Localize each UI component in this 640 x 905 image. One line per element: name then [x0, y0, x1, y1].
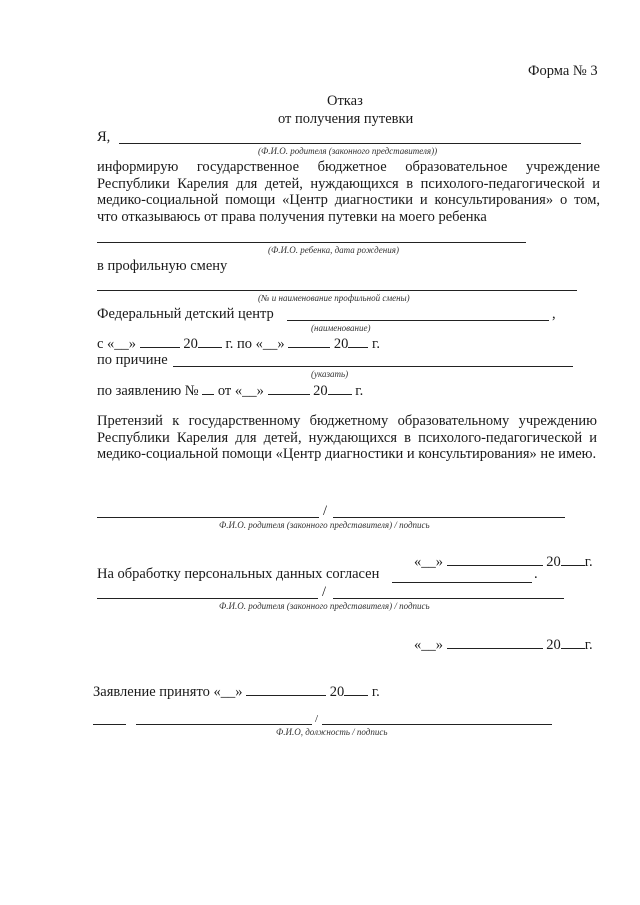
date-2-year-blank[interactable] [561, 636, 585, 649]
accepted-month-blank[interactable] [246, 683, 326, 696]
date-1-year-blank[interactable] [561, 553, 585, 566]
reason-line[interactable] [173, 366, 573, 367]
accepted-quote: «__» [213, 684, 243, 700]
caption-official: Ф.И.О, должность / подпись [276, 727, 388, 737]
title-line-2: от получения путевки [278, 111, 414, 127]
slash-3: / [315, 713, 319, 725]
statement-year-blank[interactable] [328, 382, 352, 395]
statement-prefix: по заявлению № [97, 383, 199, 399]
period-end: г. [372, 336, 380, 352]
consent-signature-line[interactable] [333, 598, 564, 599]
parent-name-line[interactable] [119, 143, 581, 144]
statement-month-blank[interactable] [268, 382, 310, 395]
date-2-month-blank[interactable] [447, 636, 543, 649]
date-1-month-blank[interactable] [447, 553, 543, 566]
caption-child: (Ф.И.О. ребенка, дата рождения) [268, 245, 399, 255]
accepted-end: г. [371, 684, 380, 700]
statement-line [97, 382, 363, 400]
form-number: Форма № 3 [528, 63, 598, 79]
statement-from: от «__» [217, 383, 264, 399]
date-2-quote: «__» [414, 637, 443, 653]
accepted-line [93, 683, 380, 701]
accepted-label: Заявление принято [93, 684, 210, 700]
accepted-year: 20 [329, 684, 345, 700]
period-year2-blank[interactable] [348, 335, 368, 348]
caption-name: (наименование) [311, 323, 371, 333]
informing-paragraph: информирую государственное бюджетное образовательное учреждение Республики Карелия для детей, нуждающихся в психолого-педагогической и медико-социальной помощи «Центр диагностики и консультирования» о том, что отказываюсь от права получения путевки на моего ребенка [97, 159, 600, 225]
child-name-line[interactable] [97, 242, 526, 243]
reason-label: по причине [97, 352, 168, 368]
date-1-year: 20 [546, 554, 561, 570]
shift-line[interactable] [97, 290, 577, 291]
period-to-blank[interactable] [288, 335, 330, 348]
consent-dot: . [534, 566, 538, 582]
date-2 [414, 636, 593, 654]
caption-parent-sign-2: Ф.И.О. родителя (законного представителя) / подпись [219, 601, 430, 611]
period-year2: 20 [333, 336, 349, 352]
date-2-year: 20 [546, 637, 561, 653]
date-1-quote: «__» [414, 554, 443, 570]
accepted-year-blank[interactable] [344, 683, 368, 696]
no-claims-paragraph: Претензий к государственному бюджетному образовательному учреждению Республики Карелия для детей, нуждающихся в психолого-педагогической и медико-социальной помощи «Центр диагностики и консультирования» не имею. [97, 413, 597, 462]
profile-shift-label: в профильную смену [97, 258, 228, 274]
date-2-end: г. [584, 637, 593, 653]
parent-signature-line[interactable] [333, 517, 565, 518]
ya-label: Я, [97, 129, 111, 145]
slash-2: / [322, 584, 327, 600]
period-year1-blank[interactable] [198, 335, 222, 348]
period-to: г. по «__» [225, 336, 285, 352]
statement-year: 20 [313, 383, 328, 399]
official-name-line[interactable] [136, 724, 312, 725]
center-name-line[interactable] [287, 320, 549, 321]
federal-center-label: Федеральный детский центр [97, 306, 274, 322]
caption-shift: (№ и наименование профильной смены) [258, 293, 410, 303]
consent-label: На обработку персональных данных согласен [97, 566, 380, 582]
period-from: с «__» [97, 336, 137, 352]
title-line-1: Отказ [327, 93, 363, 109]
period-from-blank[interactable] [140, 335, 180, 348]
date-1 [414, 553, 593, 571]
slash-1: / [323, 503, 328, 519]
period-year1: 20 [183, 336, 198, 352]
statement-end: г. [355, 383, 364, 399]
consent-sign-name-line[interactable] [97, 598, 318, 599]
consent-line[interactable] [392, 582, 532, 583]
comma: , [552, 306, 556, 322]
date-1-end: г. [584, 554, 593, 570]
official-signature-line[interactable] [322, 724, 552, 725]
parent-sign-name-line[interactable] [97, 517, 319, 518]
statement-number-blank[interactable] [202, 382, 214, 395]
period-line [97, 335, 380, 353]
caption-specify: (указать) [311, 369, 349, 379]
caption-parent-sign: Ф.И.О. родителя (законного представителя) / подпись [219, 520, 430, 530]
caption-parent: (Ф.И.О. родителя (законного представителя)) [258, 146, 438, 156]
official-short-line[interactable] [93, 724, 126, 725]
